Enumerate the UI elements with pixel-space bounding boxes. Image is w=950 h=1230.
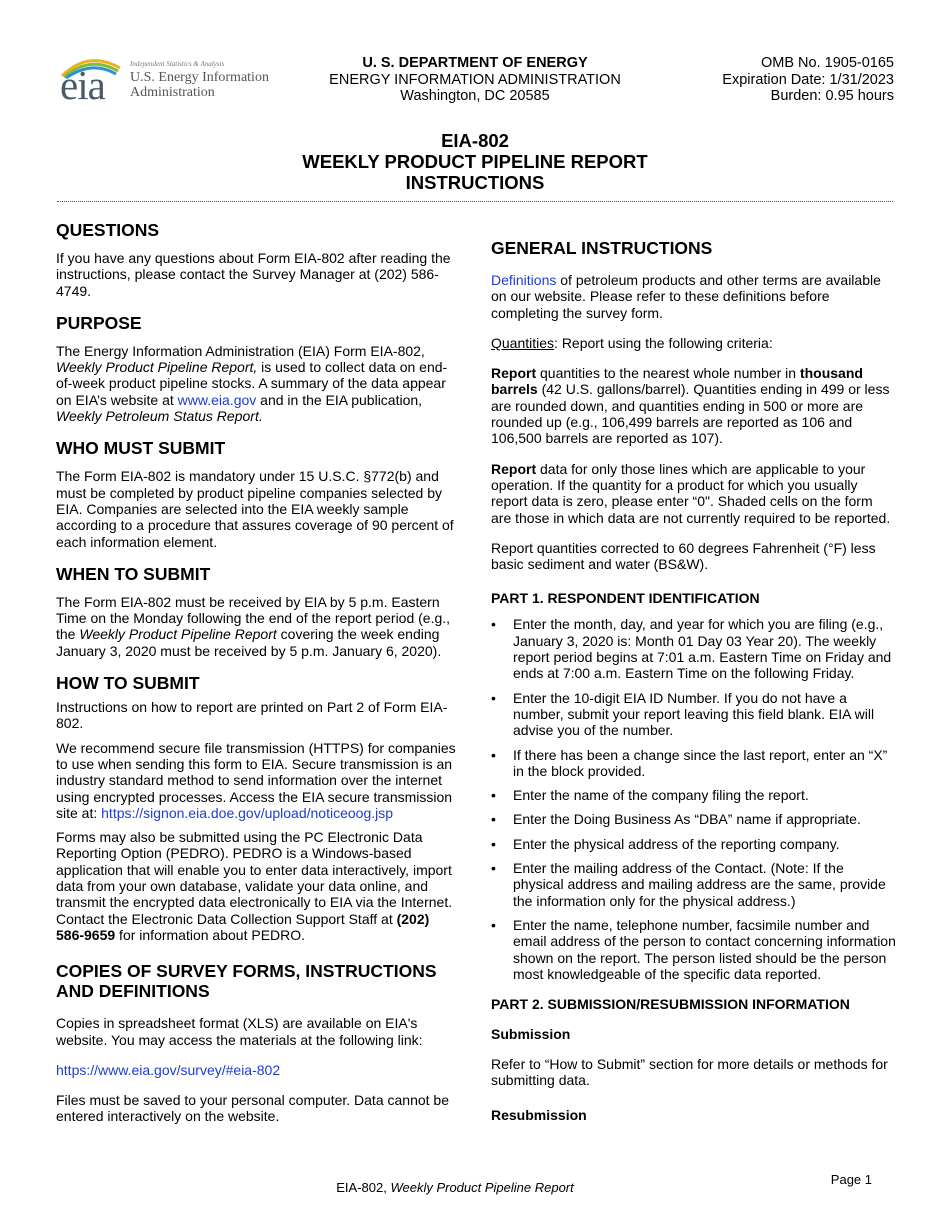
eia-name-line2: Administration	[130, 85, 215, 100]
agency-department: U. S. DEPARTMENT OF ENERGY	[362, 55, 588, 71]
who-heading: WHO MUST SUBMIT	[56, 438, 226, 459]
omb-burden: Burden: 0.95 hours	[770, 88, 894, 104]
who-text: The Form EIA-802 is mandatory under 15 U.S.C. §772(b) and must be completed by product pipeline companies selected by EIA. Companies are selected into the EIA weekly sample according to a procedure that assures coverage of 90 percent of each information element.	[56, 468, 454, 550]
omb-number: OMB No. 1905-0165	[761, 55, 894, 71]
purpose-heading: PURPOSE	[56, 312, 142, 333]
page-footer	[0, 1180, 910, 1195]
report-rule-1: Report quantities to the nearest whole number in thousand barrels (42 U.S. gallons/barrel). Quantities ending in 499 or less are rounded down, and quantities ending in 500 or more are rounded up (e.g., 106,499 barrels are reported as 106 and 106,500 barrels are reported as 107).	[491, 365, 890, 447]
footer-form: EIA-802,	[336, 1180, 391, 1195]
secure-transmission-link[interactable]: https://signon.eia.doe.gov/upload/noticeoog.jsp	[101, 804, 394, 821]
how-heading: HOW TO SUBMIT	[56, 673, 200, 694]
part1-list	[491, 616, 896, 982]
general-instructions-section	[491, 238, 896, 572]
omb-expiration: Expiration Date: 1/31/2023	[722, 71, 894, 88]
who-must-submit-section	[56, 438, 456, 549]
eia-logo	[58, 52, 273, 108]
how-text-3: Forms may also be submitted using the PC Electronic Data Reporting Option (PEDRO). PEDRO is a Windows-based application that will enable you to enter data interactively, import data from your own database, validate your data online, and transmit the encrypted data electronically to EIA via the Internet. Contact the Electronic Data Collection Support Staff at (202) 586-9659 for information about PEDRO.	[56, 829, 453, 943]
questions-heading: QUESTIONS	[56, 220, 160, 240]
left-column	[56, 220, 456, 1139]
how-to-submit-section	[56, 673, 456, 943]
list-item: • Enter the month, day, and year for which you are filing (e.g., January 3, 2020 is: Month 01 Day 03 Year 20). The weekly report period begins at 7:01 a.m. Eastern Time on Friday and ends at 7:00 a.m. Eastern Time on the following Friday.	[491, 616, 896, 681]
right-column	[491, 238, 896, 1133]
resubmission-heading: Resubmission	[491, 1106, 587, 1123]
how-text-1: Instructions on how to report are printed on Part 2 of Form EIA-802.	[56, 699, 448, 732]
list-item: • If there has been a change since the last report, enter an “X” in the block provided.	[491, 747, 896, 780]
quantities-text: Quantities: Report using the following criteria:	[491, 334, 773, 351]
document-title	[0, 130, 950, 193]
how-text-2: We recommend secure file transmission (HTTPS) for companies to use when sending this form to EIA. Secure transmission is an industry standard method to send information over the internet using encrypted processes. Access the EIA secure transmission site at: https://signon.eia.doe.gov/upload/noticeoog.jsp	[56, 739, 456, 821]
when-to-submit-section	[56, 564, 456, 659]
copies-heading: COPIES OF SURVEY FORMS, INSTRUCTIONS AND DEFINITIONS	[56, 961, 437, 1002]
general-heading: GENERAL INSTRUCTIONS	[491, 238, 713, 258]
submission-text: Refer to “How to Submit” section for more details or methods for submitting data.	[491, 1056, 888, 1089]
list-item: • Enter the name of the company filing the report.	[491, 787, 896, 803]
list-item: • Enter the physical address of the reporting company.	[491, 836, 896, 852]
footer-form-name: Weekly Product Pipeline Report	[390, 1180, 574, 1195]
agency-header	[310, 55, 640, 105]
definitions-text: Definitions of petroleum products and other terms are available on our website. Please refer to these definitions before completing the survey form.	[491, 272, 881, 321]
eia-website-link[interactable]: www.eia.gov	[177, 391, 257, 408]
part1-heading: PART 1. RESPONDENT IDENTIFICATION	[491, 590, 760, 607]
report-rule-2: Report data for only those lines which are applicable to your operation. If the quantity for a product for which you usually report data is zero, please enter “0". Shaded cells on the form are those in which data are not currently required to be reported.	[491, 460, 891, 526]
submission-heading: Submission	[491, 1026, 571, 1043]
questions-section	[56, 220, 456, 299]
list-item: • Enter the 10-digit EIA ID Number. If you do not have a number, submit your report leaving this field blank. EIA will advise you of the number.	[491, 690, 896, 739]
omb-block	[722, 55, 894, 105]
purpose-text: The Energy Information Administration (EIA) Form EIA-802, Weekly Product Pipeline Report, is used to collect data on end-of-week product pipeline stocks. A summary of the data appear on EIA’s website at www.eia.gov and in the EIA publication, Weekly Petroleum Status Report.	[56, 342, 448, 425]
form-subtitle: INSTRUCTIONS	[405, 172, 545, 193]
report-rule-3: Report quantities corrected to 60 degrees Fahrenheit (°F) less basic sediment and water (BS&W).	[491, 539, 876, 573]
copies-section	[56, 961, 456, 1124]
form-name: WEEKLY PRODUCT PIPELINE REPORT	[302, 151, 648, 172]
list-item: • Enter the Doing Business As “DBA” name if appropriate.	[491, 811, 896, 827]
eia-tagline: Independent Statistics & Analysis	[130, 60, 225, 68]
copies-text-1: Copies in spreadsheet format (XLS) are available on EIA's website. You may access the materials at the following link:	[56, 1015, 423, 1048]
eia-name-line1: U.S. Energy Information	[130, 70, 269, 85]
list-item: • Enter the name, telephone number, facsimile number and email address of the person to contact concerning information shown on the report. The person listed should be the person most knowledgeable of the specific data reported.	[491, 917, 896, 982]
when-text: The Form EIA-802 must be received by EIA by 5 p.m. Eastern Time on the Monday following the end of the report period (e.g., the Weekly Product Pipeline Report covering the week ending January 3, 2020 must be received by 5 p.m. January 6, 2020).	[56, 593, 451, 659]
when-heading: WHEN TO SUBMIT	[56, 563, 211, 584]
part2-heading: PART 2. SUBMISSION/RESUBMISSION INFORMATION	[491, 996, 850, 1013]
header-divider	[57, 201, 893, 202]
copies-text-2: Files must be saved to your personal computer. Data cannot be entered interactively on the website.	[56, 1092, 449, 1125]
purpose-section	[56, 313, 456, 424]
list-item: • Enter the mailing address of the Contact. (Note: If the physical address and mailing address are the same, provide the information only for the physical address.)	[491, 860, 896, 909]
agency-administration: ENERGY INFORMATION ADMINISTRATION	[329, 71, 621, 88]
page-number: Page 1	[830, 1172, 872, 1187]
questions-text: If you have any questions about Form EIA-802 after reading the instructions, please contact the Survey Manager at (202) 586-4749.	[56, 250, 451, 299]
part2-section	[491, 996, 896, 1123]
survey-forms-link[interactable]: https://www.eia.gov/survey/#eia-802	[56, 1061, 281, 1078]
form-number: EIA-802	[441, 130, 509, 151]
part1-section	[491, 590, 896, 982]
eia-logo-mark: eia	[60, 62, 105, 108]
agency-location: Washington, DC 20585	[400, 88, 550, 104]
definitions-link[interactable]: Definitions	[491, 272, 557, 288]
